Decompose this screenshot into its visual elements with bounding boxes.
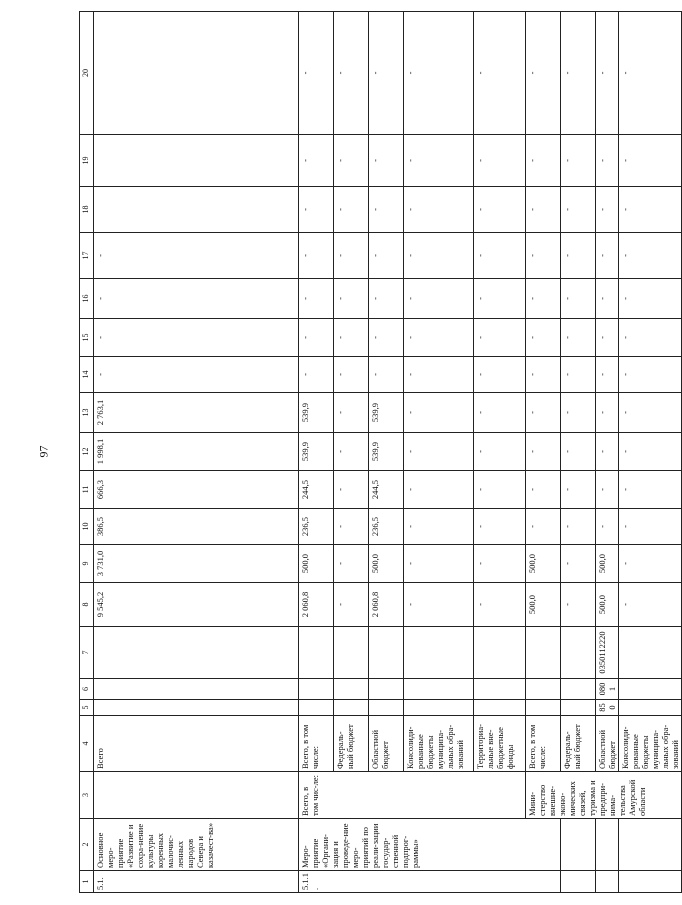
cell-col-20: - bbox=[474, 12, 526, 135]
cell-col-16: - bbox=[619, 279, 682, 319]
cell-col-16: - bbox=[94, 279, 299, 319]
cell-col-17: - bbox=[619, 233, 682, 279]
cell-col-1 bbox=[596, 871, 619, 893]
merged-cell-col-3: Всего, в том чис-ле: bbox=[299, 772, 526, 819]
table-row bbox=[369, 12, 404, 893]
cell-col-10: - bbox=[404, 509, 474, 545]
header-row bbox=[80, 12, 94, 893]
cell-col-10: 236,5 bbox=[369, 509, 404, 545]
cell-col-18: - bbox=[299, 187, 334, 233]
cell-col-17: - bbox=[299, 233, 334, 279]
cell-col-20: - bbox=[404, 12, 474, 135]
cell-col-15: - bbox=[299, 319, 334, 357]
cell-col-18: - bbox=[526, 187, 561, 233]
cell-col-15: - bbox=[619, 319, 682, 357]
cell-col-5 bbox=[404, 700, 474, 716]
header-col-14: 14 bbox=[80, 357, 94, 393]
cell-col-13: - bbox=[334, 393, 369, 433]
cell-col-5 bbox=[619, 700, 682, 716]
header-col-18: 18 bbox=[80, 187, 94, 233]
cell-col-14: - bbox=[596, 357, 619, 393]
cell-col-19: - bbox=[474, 135, 526, 187]
cell-col-18: - bbox=[334, 187, 369, 233]
cell-col-2 bbox=[619, 819, 682, 871]
cell-col-7 bbox=[369, 627, 404, 679]
cell-col-20: - bbox=[596, 12, 619, 135]
cell-col-13: 539,9 bbox=[299, 393, 334, 433]
header-col-19: 19 bbox=[80, 135, 94, 187]
cell-col-12: - bbox=[526, 433, 561, 471]
cell-col-9: - bbox=[404, 545, 474, 583]
cell-col-13: - bbox=[619, 393, 682, 433]
cell-col-14: - bbox=[299, 357, 334, 393]
cell-col-17: - bbox=[94, 233, 299, 279]
cell-col-7 bbox=[94, 627, 299, 679]
cell-col-15: - bbox=[526, 319, 561, 357]
cell-col-16: - bbox=[404, 279, 474, 319]
header-col-6: 6 bbox=[80, 679, 94, 700]
cell-col-7 bbox=[334, 627, 369, 679]
cell-col-17: - bbox=[561, 233, 596, 279]
cell-col-6 bbox=[369, 679, 404, 700]
table-row bbox=[561, 12, 596, 893]
header-col-12: 12 bbox=[80, 433, 94, 471]
cell-col-20: - bbox=[334, 12, 369, 135]
cell-col-15: - bbox=[404, 319, 474, 357]
cell-col-6: 0801 bbox=[596, 679, 619, 700]
cell-col-11: - bbox=[404, 471, 474, 509]
cell-col-15: - bbox=[369, 319, 404, 357]
cell-col-6 bbox=[299, 679, 334, 700]
header-col-9: 9 bbox=[80, 545, 94, 583]
cell-col-20: - bbox=[299, 12, 334, 135]
cell-col-7: 0350112220 bbox=[596, 627, 619, 679]
cell-col-7 bbox=[561, 627, 596, 679]
cell-col-19: - bbox=[334, 135, 369, 187]
cell-col-6 bbox=[619, 679, 682, 700]
cell-col-11: - bbox=[561, 471, 596, 509]
cell-col-9: 500,0 bbox=[369, 545, 404, 583]
cell-col-5 bbox=[474, 700, 526, 716]
cell-col-5 bbox=[561, 700, 596, 716]
cell-col-7 bbox=[526, 627, 561, 679]
cell-col-4: Федераль-ный бюджет bbox=[334, 716, 369, 772]
cell-col-6 bbox=[526, 679, 561, 700]
cell-col-20: - bbox=[526, 12, 561, 135]
cell-col-14: - bbox=[619, 357, 682, 393]
cell-col-18 bbox=[94, 187, 299, 233]
cell-col-13: - bbox=[474, 393, 526, 433]
budget-table bbox=[79, 11, 682, 893]
cell-col-13: - bbox=[404, 393, 474, 433]
cell-col-20: - bbox=[561, 12, 596, 135]
cell-col-8: 2 060,8 bbox=[369, 583, 404, 627]
cell-col-19: - bbox=[299, 135, 334, 187]
cell-col-12: - bbox=[596, 433, 619, 471]
cell-col-4: Федераль-ный бюджет bbox=[561, 716, 596, 772]
cell-col-8: 2 060,8 bbox=[299, 583, 334, 627]
cell-col-7 bbox=[619, 627, 682, 679]
merged-cell-col-1: 5.1. bbox=[94, 871, 299, 893]
cell-col-6 bbox=[334, 679, 369, 700]
cell-col-19 bbox=[94, 135, 299, 187]
cell-col-11: 666,3 bbox=[94, 471, 299, 509]
cell-col-18: - bbox=[619, 187, 682, 233]
cell-col-11: - bbox=[619, 471, 682, 509]
cell-col-8: 500,0 bbox=[526, 583, 561, 627]
cell-col-9: 500,0 bbox=[299, 545, 334, 583]
cell-col-16: - bbox=[299, 279, 334, 319]
cell-col-15: - bbox=[596, 319, 619, 357]
cell-col-18: - bbox=[404, 187, 474, 233]
merged-cell-col-3 bbox=[94, 772, 299, 819]
cell-col-20: - bbox=[369, 12, 404, 135]
cell-col-17: - bbox=[474, 233, 526, 279]
cell-col-11: 244,5 bbox=[369, 471, 404, 509]
merged-cell-col-1: 5.1.1. bbox=[299, 871, 561, 893]
table-row bbox=[596, 12, 619, 893]
cell-col-4: Всего, в том числе: bbox=[526, 716, 561, 772]
cell-col-4: Всего, в том числе: bbox=[299, 716, 334, 772]
header-col-13: 13 bbox=[80, 393, 94, 433]
cell-col-15: - bbox=[334, 319, 369, 357]
cell-col-12: - bbox=[474, 433, 526, 471]
cell-col-14: - bbox=[474, 357, 526, 393]
cell-col-8: - bbox=[619, 583, 682, 627]
cell-col-18: - bbox=[596, 187, 619, 233]
cell-col-12: - bbox=[561, 433, 596, 471]
table-row bbox=[474, 12, 526, 893]
cell-col-19: - bbox=[526, 135, 561, 187]
header-col-15: 15 bbox=[80, 319, 94, 357]
cell-col-13: 2 763,1 bbox=[94, 393, 299, 433]
cell-col-11: - bbox=[334, 471, 369, 509]
header-col-17: 17 bbox=[80, 233, 94, 279]
page-number: 97 bbox=[36, 445, 51, 458]
cell-col-4: Всего bbox=[94, 716, 299, 772]
cell-col-20 bbox=[94, 12, 299, 135]
cell-col-13: - bbox=[526, 393, 561, 433]
cell-col-4: Областной бюджет bbox=[596, 716, 619, 772]
header-col-2: 2 bbox=[80, 819, 94, 871]
cell-col-10: 236,5 bbox=[299, 509, 334, 545]
header-col-7: 7 bbox=[80, 627, 94, 679]
cell-col-6 bbox=[94, 679, 299, 700]
cell-col-16: - bbox=[596, 279, 619, 319]
table-row bbox=[94, 12, 299, 893]
cell-col-2 bbox=[561, 819, 596, 871]
cell-col-8: - bbox=[334, 583, 369, 627]
cell-col-8: 500,0 bbox=[596, 583, 619, 627]
cell-col-9: - bbox=[619, 545, 682, 583]
cell-col-5 bbox=[334, 700, 369, 716]
cell-col-12: 1 998,1 bbox=[94, 433, 299, 471]
rotated-table-container bbox=[79, 57, 680, 893]
cell-col-15: - bbox=[94, 319, 299, 357]
cell-col-11: - bbox=[526, 471, 561, 509]
table-row bbox=[526, 12, 561, 893]
cell-col-4: Консолиди-рованные бюджеты муниципа-льных обра-зований bbox=[619, 716, 682, 772]
table-row bbox=[334, 12, 369, 893]
cell-col-5 bbox=[94, 700, 299, 716]
cell-col-5 bbox=[299, 700, 334, 716]
cell-col-1 bbox=[619, 871, 682, 893]
cell-col-14: - bbox=[94, 357, 299, 393]
cell-col-17: - bbox=[404, 233, 474, 279]
cell-col-11: - bbox=[596, 471, 619, 509]
cell-col-10: - bbox=[474, 509, 526, 545]
cell-col-17: - bbox=[526, 233, 561, 279]
cell-col-14: - bbox=[561, 357, 596, 393]
cell-col-7 bbox=[474, 627, 526, 679]
cell-col-7 bbox=[299, 627, 334, 679]
cell-col-14: - bbox=[334, 357, 369, 393]
cell-col-11: - bbox=[474, 471, 526, 509]
cell-col-7 bbox=[404, 627, 474, 679]
header-col-3: 3 bbox=[80, 772, 94, 819]
cell-col-19: - bbox=[369, 135, 404, 187]
merged-cell-col-3: Мини-стерство внешне-эконо-мических связей, туризма и предпри-нима-тельства Амурской области bbox=[526, 772, 682, 819]
table-row bbox=[404, 12, 474, 893]
cell-col-14: - bbox=[404, 357, 474, 393]
cell-col-19: - bbox=[596, 135, 619, 187]
cell-col-4: Областной бюджет bbox=[369, 716, 404, 772]
cell-col-13: - bbox=[596, 393, 619, 433]
header-col-16: 16 bbox=[80, 279, 94, 319]
cell-col-1 bbox=[561, 871, 596, 893]
cell-col-9: 500,0 bbox=[526, 545, 561, 583]
cell-col-9: 3 731,0 bbox=[94, 545, 299, 583]
cell-col-16: - bbox=[369, 279, 404, 319]
cell-col-10: - bbox=[334, 509, 369, 545]
cell-col-10: - bbox=[526, 509, 561, 545]
cell-col-5: 850 bbox=[596, 700, 619, 716]
header-col-11: 11 bbox=[80, 471, 94, 509]
header-col-1: 1 bbox=[80, 871, 94, 893]
cell-col-8: - bbox=[474, 583, 526, 627]
cell-col-10: - bbox=[596, 509, 619, 545]
cell-col-19: - bbox=[561, 135, 596, 187]
cell-col-8: - bbox=[561, 583, 596, 627]
cell-col-6 bbox=[404, 679, 474, 700]
merged-cell-col-2: Меро-приятие «Органи-зация и проведе-ние меро-приятий по реали-зации государ-ственной подпрог-раммы» bbox=[299, 819, 561, 871]
cell-col-9: 500,0 bbox=[596, 545, 619, 583]
cell-col-10: 386,5 bbox=[94, 509, 299, 545]
cell-col-16: - bbox=[334, 279, 369, 319]
cell-col-9: - bbox=[474, 545, 526, 583]
cell-col-12: 539,9 bbox=[369, 433, 404, 471]
cell-col-10: - bbox=[561, 509, 596, 545]
cell-col-14: - bbox=[526, 357, 561, 393]
cell-col-20: - bbox=[619, 12, 682, 135]
cell-col-19: - bbox=[619, 135, 682, 187]
cell-col-12: - bbox=[334, 433, 369, 471]
cell-col-8: - bbox=[404, 583, 474, 627]
cell-col-10: - bbox=[619, 509, 682, 545]
cell-col-13: - bbox=[561, 393, 596, 433]
cell-col-2 bbox=[596, 819, 619, 871]
merged-cell-col-2: Основное меро-приятие «Развитие и сохра-нение культуры коренных малочис-ленных народов Севера и казачест-ва» bbox=[94, 819, 299, 871]
header-col-20: 20 bbox=[80, 12, 94, 135]
cell-col-13: 539,9 bbox=[369, 393, 404, 433]
cell-col-5 bbox=[526, 700, 561, 716]
cell-col-11: 244,5 bbox=[299, 471, 334, 509]
cell-col-4: Территориа-льные вне-бюджетные фонды bbox=[474, 716, 526, 772]
cell-col-12: - bbox=[619, 433, 682, 471]
cell-col-16: - bbox=[526, 279, 561, 319]
header-col-5: 5 bbox=[80, 700, 94, 716]
cell-col-6 bbox=[474, 679, 526, 700]
cell-col-19: - bbox=[404, 135, 474, 187]
cell-col-18: - bbox=[474, 187, 526, 233]
header-col-4: 4 bbox=[80, 716, 94, 772]
cell-col-17: - bbox=[596, 233, 619, 279]
cell-col-17: - bbox=[369, 233, 404, 279]
cell-col-9: - bbox=[334, 545, 369, 583]
cell-col-5 bbox=[369, 700, 404, 716]
table-row bbox=[619, 12, 682, 893]
table-row bbox=[299, 12, 334, 893]
cell-col-6 bbox=[561, 679, 596, 700]
cell-col-8: 9 545,2 bbox=[94, 583, 299, 627]
header-col-10: 10 bbox=[80, 509, 94, 545]
cell-col-16: - bbox=[561, 279, 596, 319]
cell-col-12: 539,9 bbox=[299, 433, 334, 471]
cell-col-14: - bbox=[369, 357, 404, 393]
cell-col-15: - bbox=[561, 319, 596, 357]
cell-col-16: - bbox=[474, 279, 526, 319]
cell-col-18: - bbox=[561, 187, 596, 233]
cell-col-15: - bbox=[474, 319, 526, 357]
cell-col-17: - bbox=[334, 233, 369, 279]
cell-col-12: - bbox=[404, 433, 474, 471]
header-col-8: 8 bbox=[80, 583, 94, 627]
cell-col-18: - bbox=[369, 187, 404, 233]
cell-col-4: Консолиди-рованные бюджеты муниципа-льных обра-зований bbox=[404, 716, 474, 772]
table-frame bbox=[79, 57, 680, 893]
cell-col-9: - bbox=[561, 545, 596, 583]
